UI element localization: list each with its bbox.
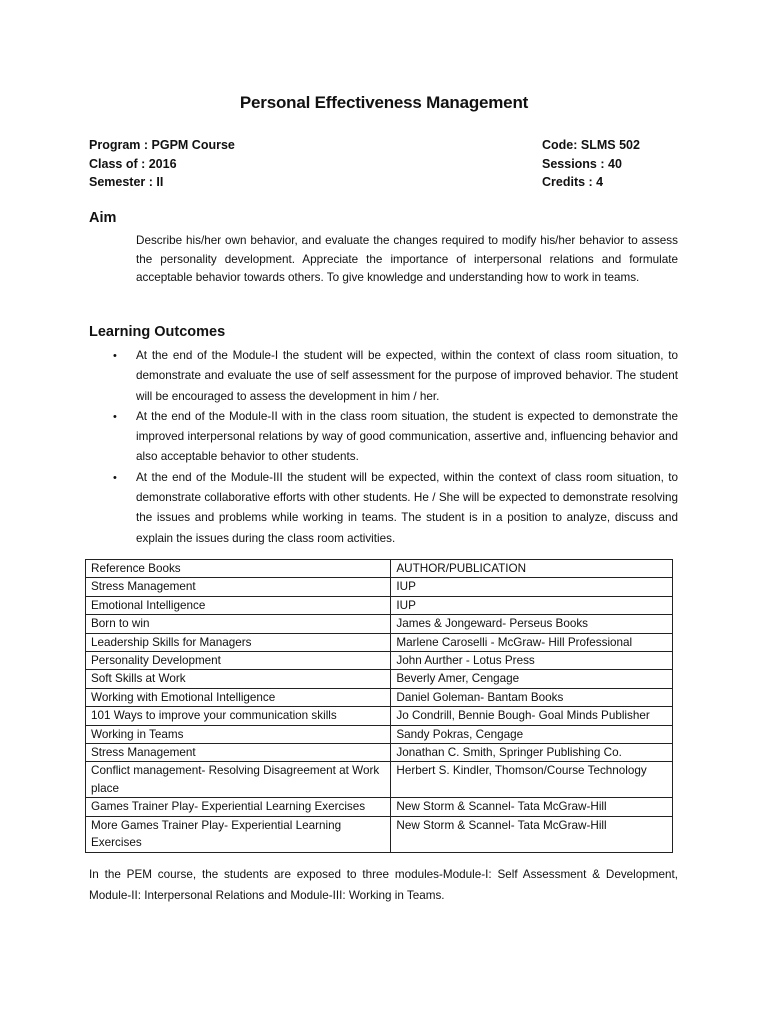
author-publication-cell: IUP <box>391 578 673 596</box>
table-row <box>86 615 673 633</box>
table-row <box>86 596 673 614</box>
header-author-publication: AUTHOR/PUBLICATION <box>391 560 673 578</box>
table-row <box>86 798 673 816</box>
table-row <box>86 762 673 798</box>
book-title-cell: Working in Teams <box>86 725 391 743</box>
table-row <box>86 578 673 596</box>
book-title-cell: Stress Management <box>86 578 391 596</box>
book-title-cell: Stress Management <box>86 744 391 762</box>
author-publication-cell: IUP <box>391 596 673 614</box>
outcome-item <box>113 346 678 407</box>
book-title-cell: 101 Ways to improve your communication skills <box>86 707 391 725</box>
table-row <box>86 652 673 670</box>
author-publication-cell: Sandy Pokras, Cengage <box>391 725 673 743</box>
learning-outcomes-list <box>113 346 678 549</box>
program-label: Program : PGPM Course <box>89 138 235 152</box>
table-row <box>86 725 673 743</box>
table-row <box>86 670 673 688</box>
author-publication-cell: James & Jongeward- Perseus Books <box>391 615 673 633</box>
learning-outcomes-heading: Learning Outcomes <box>89 324 226 340</box>
aim-heading: Aim <box>89 210 117 226</box>
author-publication-cell: Jo Condrill, Bennie Bough- Goal Minds Publisher <box>391 707 673 725</box>
outcome-text: At the end of the Module-III the student will be expected, within the context of class room situation, to demonstrate collaborative efforts with other students. He / She will be expected to demonstrate resolving the issues and problems while working in teams. The student is in a position to analyze, discuss and explain the issues during the class room activities. <box>136 470 678 545</box>
table-row <box>86 707 673 725</box>
book-title-cell: Personality Development <box>86 652 391 670</box>
book-title-cell: Leadership Skills for Managers <box>86 633 391 651</box>
reference-table-body <box>86 578 673 852</box>
credits-label: Credits : 4 <box>542 175 604 189</box>
book-title-cell: Born to win <box>86 615 391 633</box>
author-publication-cell: Beverly Amer, Cengage <box>391 670 673 688</box>
book-title-cell: Games Trainer Play- Experiential Learning Exercises <box>86 798 391 816</box>
book-title-cell: Working with Emotional Intelligence <box>86 688 391 706</box>
outcome-text: At the end of the Module-II with in the class room situation, the student is expected to demonstrate the improved interpersonal relations by way of good communication, assertive and, influencing behavior and also acceptable behavior to other students. <box>136 409 678 464</box>
sessions-label: Sessions : 40 <box>542 156 622 171</box>
bullet-icon: • <box>113 471 117 484</box>
code-label: Code: SLMS 502 <box>542 138 640 152</box>
course-info-right <box>542 136 640 192</box>
semester-label: Semester : II <box>89 175 164 189</box>
aim-text: Describe his/her own behavior, and evaluate the changes required to modify his/her behavior to assess the personality development. Appreciate the importance of interpersonal relations and formulate acceptable behavior towards others. To give knowledge and understanding how to work in teams. <box>136 234 678 285</box>
outcome-item <box>113 468 678 549</box>
author-publication-cell: Herbert S. Kindler, Thomson/Course Technology <box>391 762 673 798</box>
book-title-cell: Soft Skills at Work <box>86 670 391 688</box>
author-publication-cell: New Storm & Scannel- Tata McGraw-Hill <box>391 816 673 852</box>
book-title-cell: Emotional Intelligence <box>86 596 391 614</box>
author-publication-cell: Daniel Goleman- Bantam Books <box>391 688 673 706</box>
table-row <box>86 633 673 651</box>
outcome-item <box>113 407 678 468</box>
page-title: Personal Effectiveness Management <box>239 93 529 112</box>
book-title-cell: More Games Trainer Play- Experiential Learning Exercises <box>86 816 391 852</box>
table-row <box>86 688 673 706</box>
table-row <box>86 744 673 762</box>
table-header-row <box>86 560 673 578</box>
author-publication-cell: Marlene Caroselli - McGraw- Hill Professional <box>391 633 673 651</box>
header-reference-books: Reference Books <box>86 560 391 578</box>
author-publication-cell: John Aurther - Lotus Press <box>391 652 673 670</box>
bullet-icon: • <box>113 410 117 423</box>
footer-note: In the PEM course, the students are exposed to three modules-Module-I: Self Assessment & Development, Module-II: Interpersonal Relations and Module-III: Working in Teams. <box>89 868 678 902</box>
class-label: Class of : 2016 <box>89 156 177 171</box>
book-title-cell: Conflict management- Resolving Disagreement at Work place <box>86 762 391 798</box>
bullet-icon: • <box>113 350 117 362</box>
outcome-text: At the end of the Module-I the student will be expected, within the context of class room situation, to demonstrate and evaluate the use of self assessment for the purpose of improved behavior. The student will be encouraged to assess the development in him / her. <box>136 349 678 403</box>
author-publication-cell: Jonathan C. Smith, Springer Publishing Co. <box>391 744 673 762</box>
reference-books-table <box>85 559 673 853</box>
table-row <box>86 816 673 852</box>
course-info-left <box>89 136 235 192</box>
author-publication-cell: New Storm & Scannel- Tata McGraw-Hill <box>391 798 673 816</box>
